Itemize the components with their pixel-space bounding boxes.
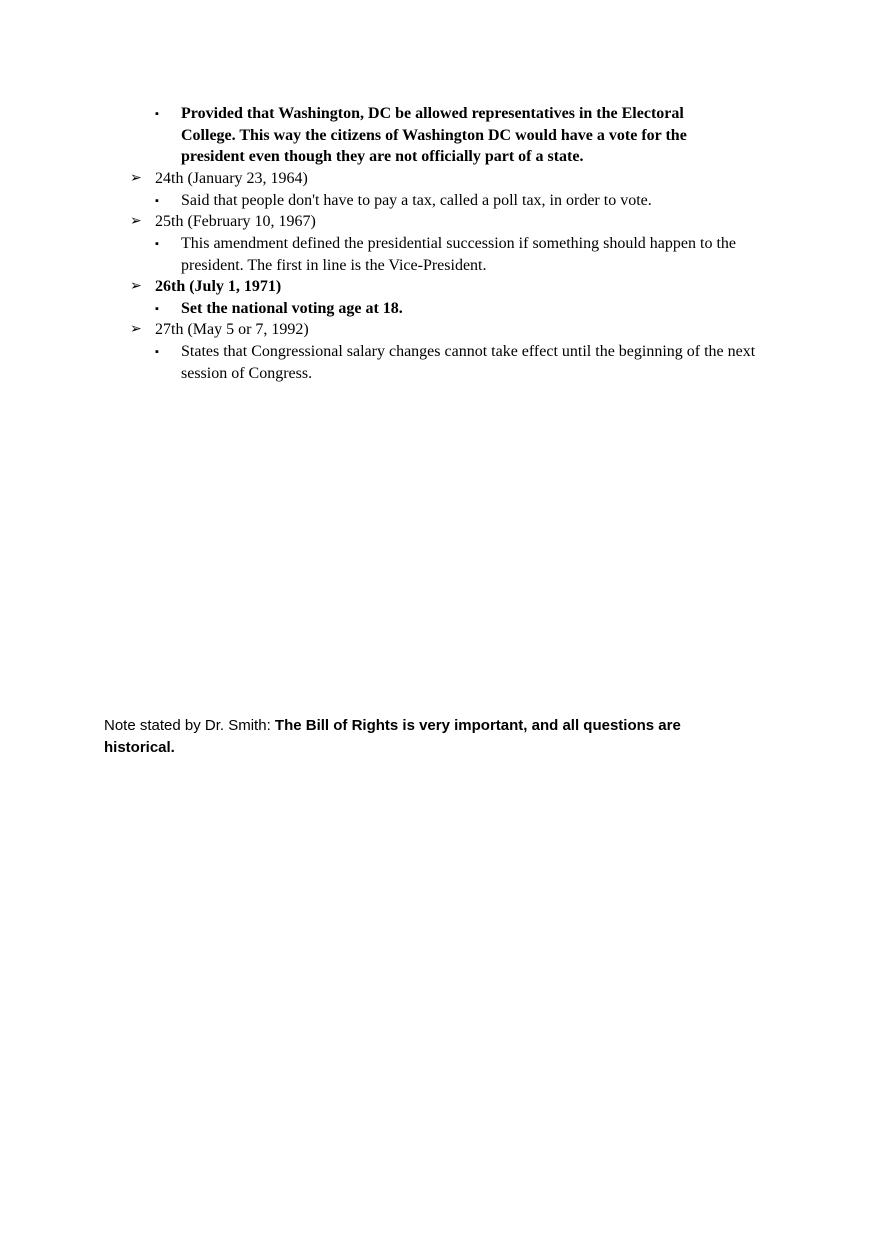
arrow-bullet-icon: ➢ — [130, 321, 142, 337]
arrow-bullet-icon: ➢ — [130, 278, 142, 294]
arrow-bullet-icon: ➢ — [130, 213, 142, 229]
list-item-sub: Provided that Washington, DC be allowed representatives in the Electoral College. This way the citizens of Washington DC would have a vote for the president even though they are not officially part of a state. — [181, 105, 687, 165]
square-bullet-icon: ▪ — [155, 108, 159, 120]
square-bullet-icon: ▪ — [155, 303, 159, 315]
square-bullet-icon: ▪ — [155, 195, 159, 207]
amendment-heading-26th: 26th (July 1, 1971) — [155, 278, 282, 295]
note-prefix: Note stated by Dr. Smith: — [104, 717, 275, 734]
arrow-bullet-icon: ➢ — [130, 170, 142, 186]
list-item-sub: This amendment defined the presidential succession if something should happen to the president. The first in line is the Vice-President. — [181, 235, 736, 274]
amendment-heading-25th: 25th (February 10, 1967) — [155, 213, 316, 230]
amendment-heading-24th: 24th (January 23, 1964) — [155, 170, 308, 187]
list-item-sub: Said that people don't have to pay a tax, called a poll tax, in order to vote. — [181, 192, 652, 209]
note-emphasis: The Bill of Rights is very important, and all questions are historical. — [104, 717, 681, 756]
note-paragraph — [104, 715, 754, 758]
amendment-heading-27th: 27th (May 5 or 7, 1992) — [155, 321, 309, 338]
square-bullet-icon: ▪ — [155, 238, 159, 250]
list-item-sub: Set the national voting age at 18. — [181, 300, 403, 317]
list-item-sub: States that Congressional salary changes cannot take effect until the beginning of the next session of Congress. — [181, 343, 756, 382]
square-bullet-icon: ▪ — [155, 346, 159, 358]
